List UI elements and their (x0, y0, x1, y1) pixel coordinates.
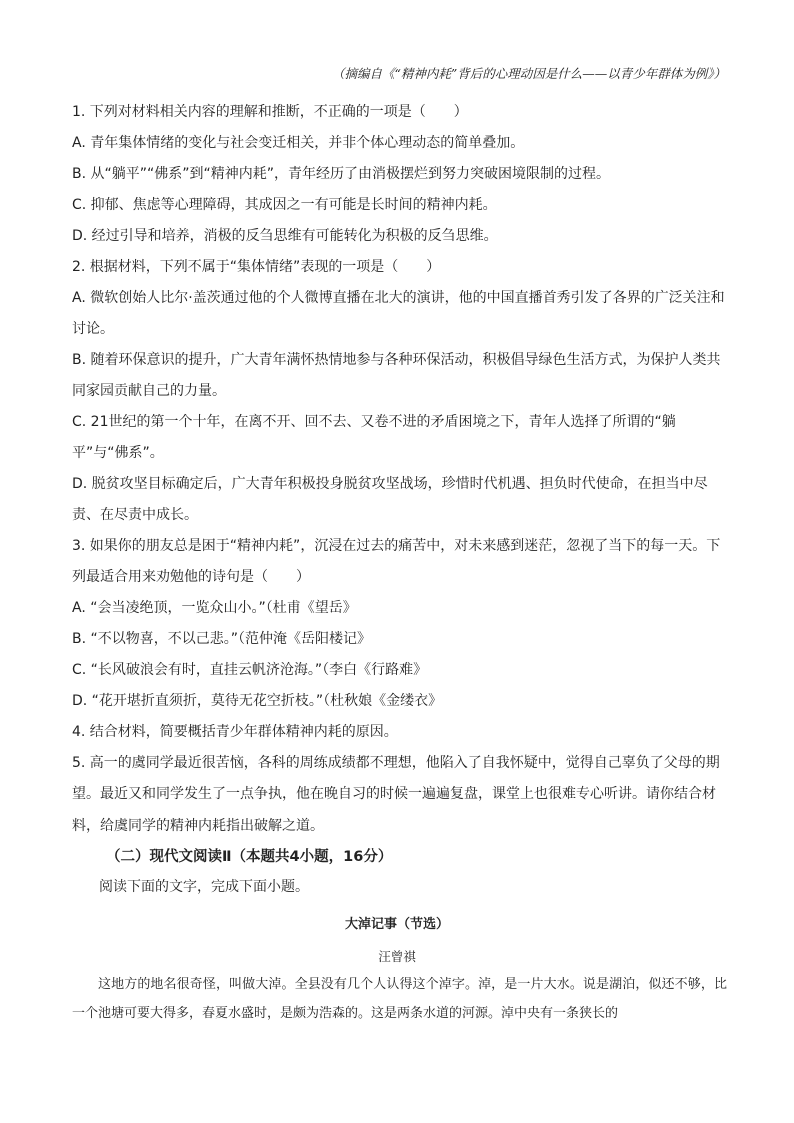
question-1-option-d: D. 经过引导和培养，消极的反刍思维有可能转化为积极的反刍思维。 (72, 228, 498, 244)
section-heading: （二）现代文阅读Ⅱ（本题共4小题，16分） (106, 849, 393, 865)
question-1-option-c: C. 抑郁、焦虑等心理障碍，其成因之一有可能是长时间的精神内耗。 (72, 197, 497, 213)
article-paragraph: 这地方的地名很奇怪，叫做大淖。全县没有几个人认得这个淖字。淖，是一片大水。说是湖泊，似还不够，比一个池塘可要大得多，春夏水盛时，是颇为浩森的。这是两条水道的河源。淖中央有一条狭长的 (72, 977, 727, 1021)
question-2-option-b: B. 随着环保意识的提升，广大青年满怀热情地参与各种环保活动，积极倡导绿色生活方式，为保护人类共同家园贡献自己的力量。 (72, 352, 721, 400)
question-3-stem: 3. 如果你的朋友总是困于“精神内耗”，沉浸在过去的痛苦中，对未来感到迷茫，忽视了当下的每一天。下列最适合用来劝勉他的诗句是（ ） (72, 538, 721, 586)
question-1-option-b: B. 从“躺平”“佛系”到“精神内耗”，青年经历了由消极摆烂到努力突破困境限制的过程。 (72, 166, 611, 182)
reading-instruction: 阅读下面的文字，完成下面小题。 (99, 879, 309, 895)
question-3-option-d: D. “花开堪折直须折，莫待无花空折枝。”（杜秋娘《金缕衣》 (72, 693, 443, 709)
question-4: 4. 结合材料，简要概括青少年群体精神内耗的原因。 (72, 724, 398, 740)
question-3-option-a: A. “会当凌绝顶，一览众山小。”（杜甫《望岳》 (72, 600, 357, 616)
question-5: 5. 高一的虞同学最近很苦恼，各科的周练成绩都不理想，他陷入了自我怀疑中，觉得自己辜负了父母的期望。最近又和同学发生了一点争执，他在晚自习的时候一遍遍复盘，课堂上也很难专心听讲。请你结合材料，给虞同学的精神内耗指出破解之道。 (72, 755, 720, 834)
article-title: 大淖记事（节选） (344, 917, 449, 932)
question-2-option-a: A. 微软创始人比尔·盖茨通过他的个人微博直播在北大的演讲，他的中国直播首秀引发了各界的广泛关注和讨论。 (72, 290, 725, 338)
question-1-option-a: A. 青年集体情绪的变化与社会变迁相关，并非个体心理动态的简单叠加。 (72, 135, 525, 151)
article-author: 汪曾祺 (378, 949, 416, 964)
question-3-option-c: C. “长风破浪会有时，直挂云帆济沧海。”（李白《行路难》 (72, 662, 428, 678)
question-2-option-c: C. 21世纪的第一个十年，在离不开、回不去、又卷不进的矛盾困境之下，青年人选择了所谓的“躺平”与“佛系”。 (72, 414, 676, 462)
question-2-stem: 2. 根据材料，下列不属于“集体情绪”表现的一项是（ ） (72, 259, 441, 275)
question-2-option-d: D. 脱贫攻坚目标确定后，广大青年积极投身脱贫攻坚战场，珍惜时代机遇、担负时代使命，在担当中尽责、在尽责中成长。 (72, 476, 708, 524)
source-citation: （摘编自《“精神内耗”背后的心理动因是什么——以青少年群体为例》） (331, 66, 726, 81)
question-3-option-b: B. “不以物喜，不以己悲。”（范仲淹《岳阳楼记》 (72, 631, 372, 647)
question-1-stem: 1. 下列对材料相关内容的理解和推断，不正确的一项是（ ） (72, 104, 468, 120)
